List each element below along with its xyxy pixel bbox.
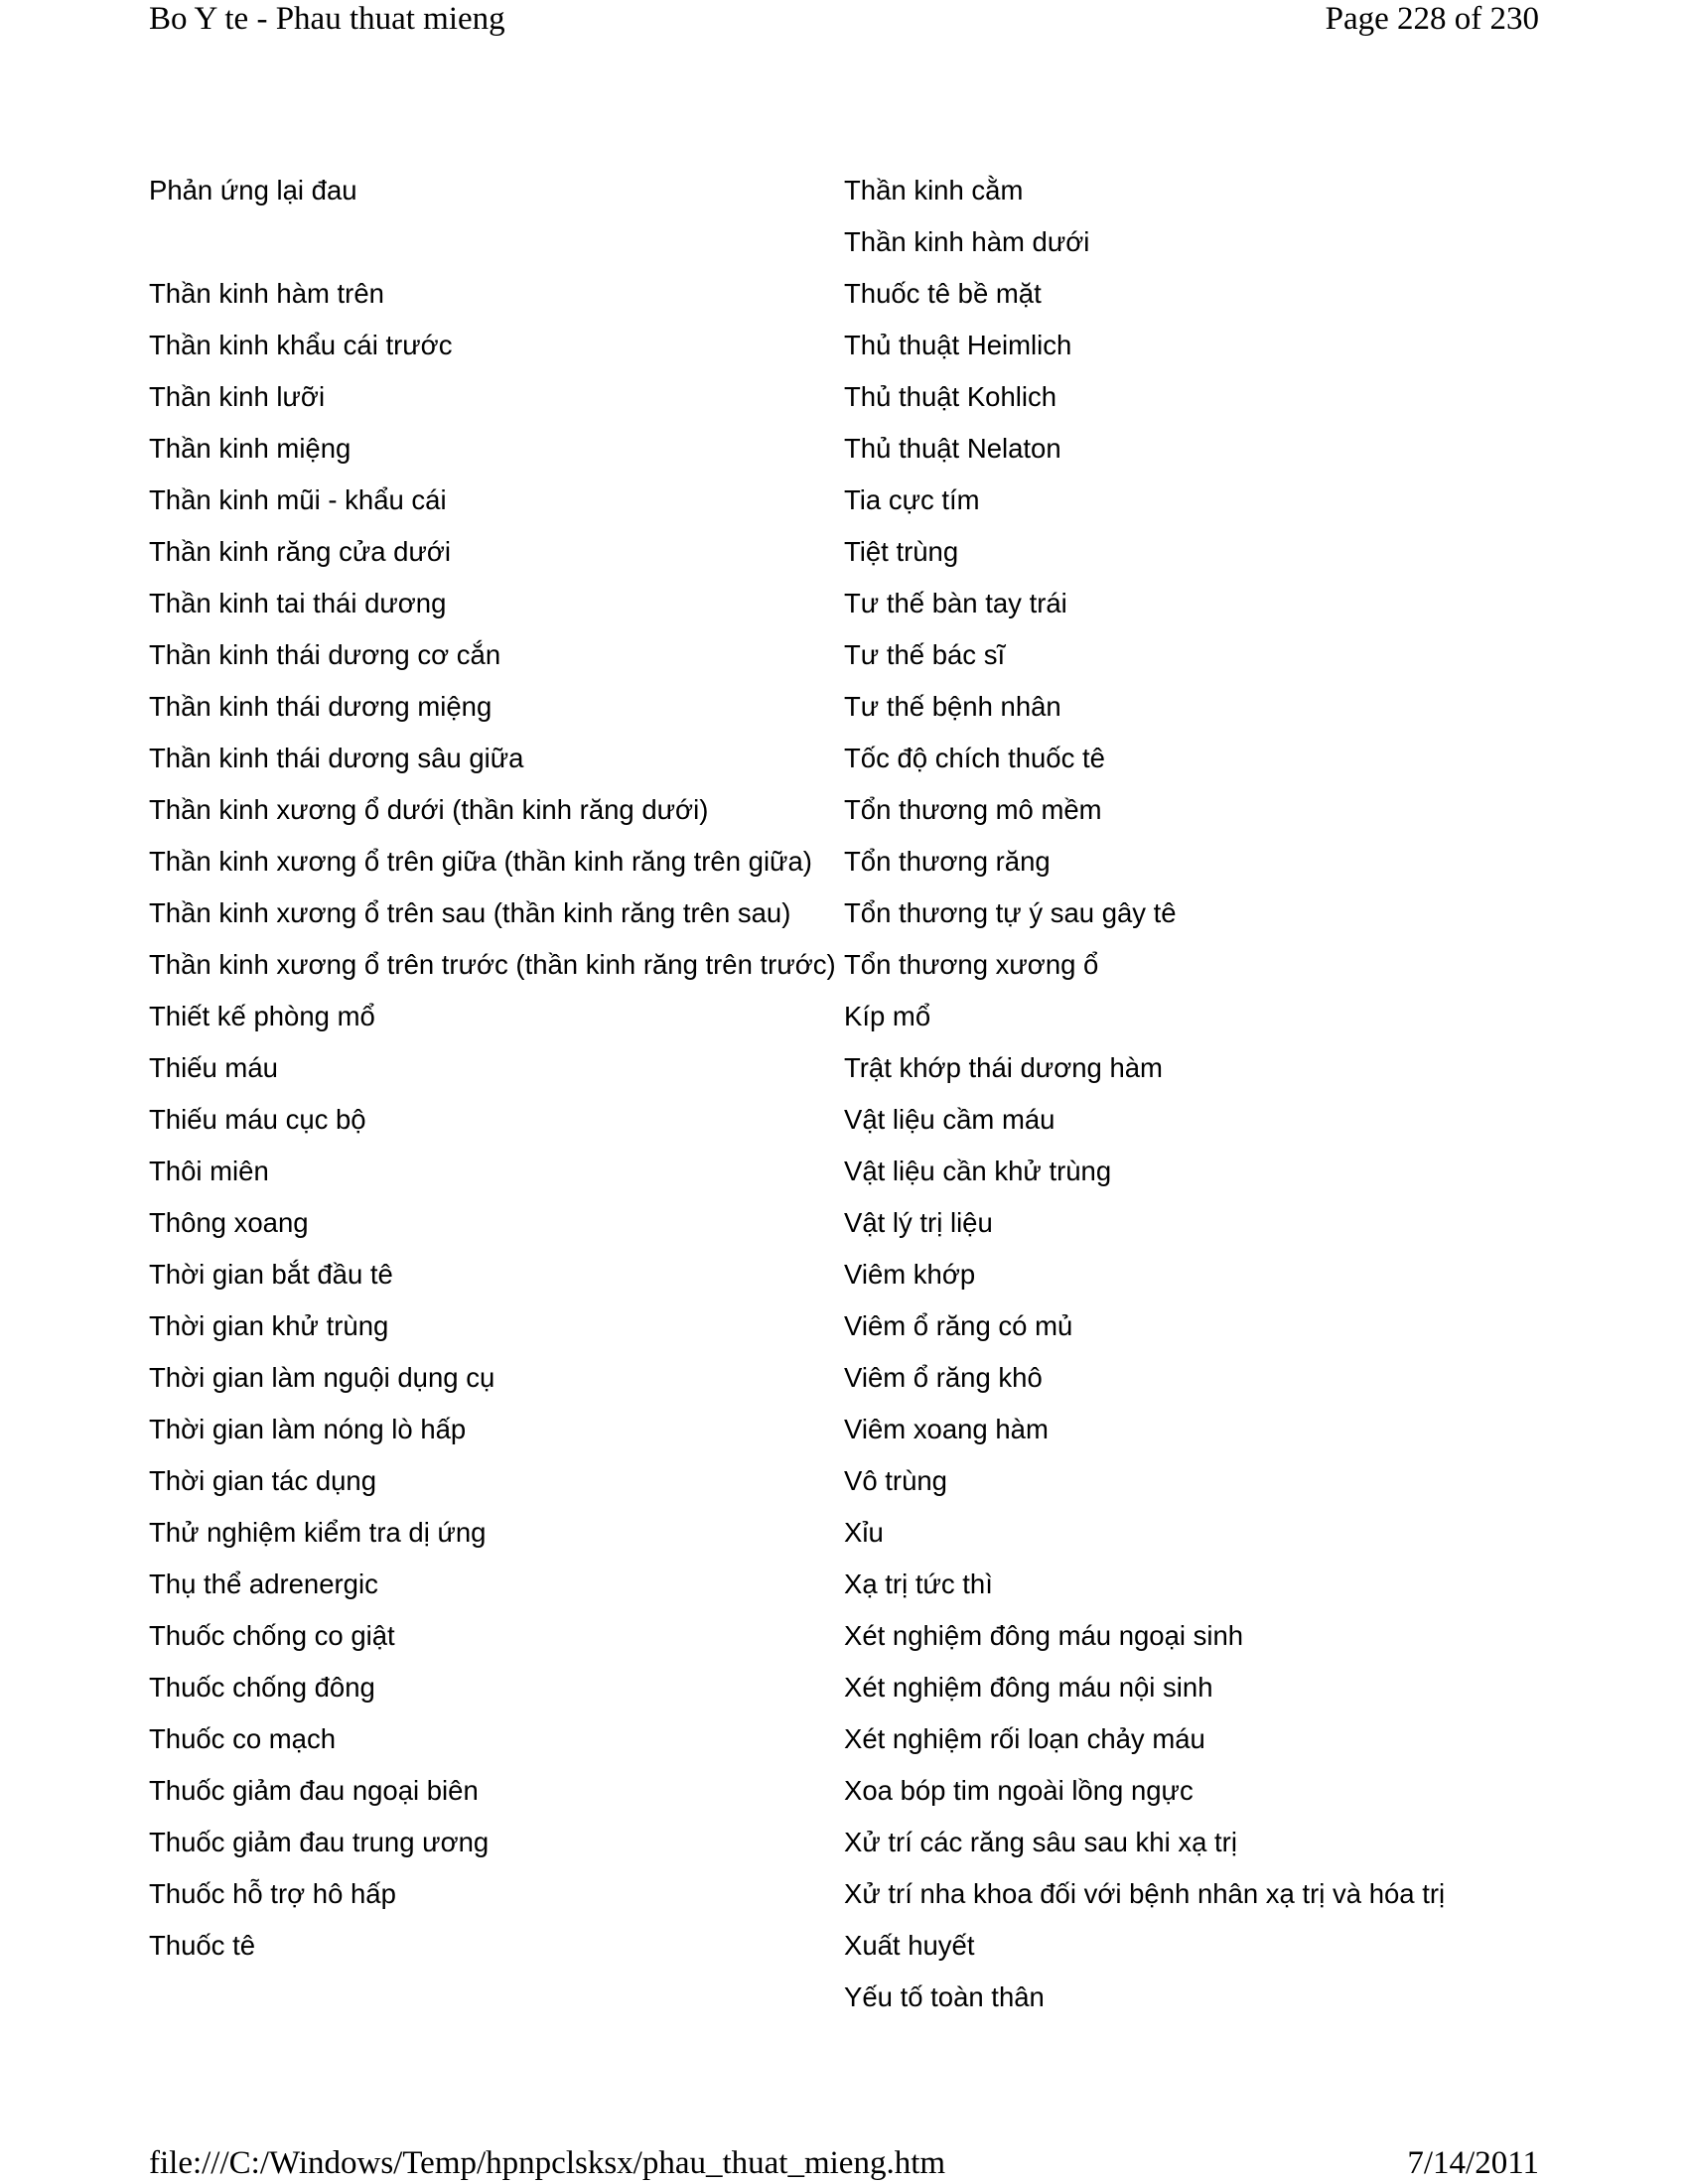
index-entry: Vật liệu cần khử trùng (844, 1156, 1112, 1186)
index-entry: Viêm ổ răng có mủ (844, 1310, 1073, 1341)
print-date: 7/14/2011 (1407, 2145, 1539, 2181)
index-entry: Tư thế bác sĩ (844, 639, 1006, 670)
index-entry: Thủ thuật Heimlich (844, 330, 1072, 360)
index-entry: Vật liệu cầm máu (844, 1104, 1055, 1135)
index-entry: Thủ thuật Nelaton (844, 433, 1061, 464)
index-entry: Thời gian khử trùng (149, 1310, 389, 1341)
index-entry: Thiếu máu (149, 1052, 278, 1083)
index-entry: Tia cực tím (844, 484, 980, 515)
index-entry: Xử trí nha khoa đối với bệnh nhân xạ trị và hóa trị (844, 1878, 1446, 1909)
index-entry: Tổn thương xương ổ (844, 949, 1099, 980)
index-entry: Viêm ổ răng khô (844, 1362, 1043, 1393)
index-entry: Thôi miên (149, 1156, 269, 1186)
index-entry: Tổn thương mô mềm (844, 794, 1102, 825)
index-entry: Thời gian tác dụng (149, 1465, 377, 1496)
index-column-right (844, 165, 1559, 2023)
index-entry: Tốc độ chích thuốc tê (844, 743, 1105, 773)
index-entry: Thủ thuật Kohlich (844, 381, 1057, 412)
index-entry: Thiếu máu cục bộ (149, 1104, 366, 1135)
index-entry: Thuốc giảm đau trung ương (149, 1827, 490, 1857)
index-entry: Thần kinh hàm dưới (844, 226, 1090, 257)
index-entry: Thần kinh thái dương miệng (149, 691, 492, 722)
index-entry: Thuốc tê (149, 1930, 256, 1961)
index-entry: Thuốc chống co giật (149, 1620, 395, 1651)
document-title: Bo Y te - Phau thuat mieng (149, 1, 505, 37)
index-entry: Thần kinh thái dương sâu giữa (149, 743, 524, 773)
index-entry: Trật khớp thái dương hàm (844, 1052, 1163, 1083)
index-entry: Kíp mổ (844, 1001, 931, 1031)
index-entry: Thần kinh răng cửa dưới (149, 536, 452, 567)
index-entry: Tiệt trùng (844, 536, 959, 567)
index-entry: Thuốc tê bề mặt (844, 278, 1042, 309)
index-column-left (149, 165, 844, 1972)
index-entry: Thụ thể adrenergic (149, 1569, 378, 1599)
index-entry: Viêm khớp (844, 1259, 976, 1290)
index-entry: Thông xoang (149, 1207, 309, 1238)
index-entry: Xạ trị tức thì (844, 1569, 993, 1599)
index-entry: Xét nghiệm rối loạn chảy máu (844, 1723, 1205, 1754)
index-entry: Xuất huyết (844, 1930, 975, 1961)
index-entry: Thuốc chống đông (149, 1672, 375, 1703)
index-entry: Thời gian làm nguội dụng cụ (149, 1362, 495, 1393)
index-entry: Thử nghiệm kiểm tra dị ứng (149, 1517, 487, 1548)
index-entry: Xét nghiệm đông máu ngoại sinh (844, 1620, 1244, 1651)
index-entry: Thần kinh miệng (149, 433, 352, 464)
index-entry: Thần kinh thái dương cơ cắn (149, 639, 501, 670)
index-entry: Thần kinh xương ổ trên giữa (thần kinh răng trên giữa) (149, 846, 812, 877)
index-entry: Thần kinh mũi - khẩu cái (149, 484, 447, 515)
index-entry: Thần kinh lưỡi (149, 381, 326, 412)
index-entry: Viêm xoang hàm (844, 1414, 1049, 1444)
file-path: file:///C:/Windows/Temp/hpnpclsksx/phau_thuat_mieng.htm (149, 2145, 946, 2181)
index-entry: Thần kinh xương ổ trên trước (thần kinh răng trên trước) (149, 949, 836, 980)
index-entry: Thuốc co mạch (149, 1723, 337, 1754)
index-entry: Vật lý trị liệu (844, 1207, 993, 1238)
index-entry (149, 216, 844, 268)
index-entry: Tổn thương tự ý sau gây tê (844, 897, 1177, 928)
index-entry: Thần kinh hàm trên (149, 278, 384, 309)
index-entry: Vô trùng (844, 1465, 947, 1496)
index-entry: Thuốc hỗ trợ hô hấp (149, 1878, 396, 1909)
index-entry: Thiết kế phòng mổ (149, 1001, 375, 1031)
index-entry: Thần kinh xương ổ trên sau (thần kinh răng trên sau) (149, 897, 791, 928)
index-entry: Xỉu (844, 1517, 884, 1548)
index-entry: Xoa bóp tim ngoài lồng ngực (844, 1775, 1194, 1806)
index-entry: Tư thế bàn tay trái (844, 588, 1067, 618)
index-entry: Tư thế bệnh nhân (844, 691, 1061, 722)
index-entry: Yếu tố toàn thân (844, 1981, 1045, 2012)
page-number: Page 228 of 230 (1325, 1, 1539, 37)
index-entry: Thuốc giảm đau ngoại biên (149, 1775, 479, 1806)
index-entry: Xét nghiệm đông máu nội sinh (844, 1672, 1213, 1703)
index-entry: Phản ứng lại đau (149, 175, 357, 205)
index-entry: Thời gian làm nóng lò hấp (149, 1414, 467, 1444)
index-entry: Thần kinh cằm (844, 175, 1024, 205)
index-entry: Xử trí các răng sâu sau khi xạ trị (844, 1827, 1237, 1857)
index-entry: Tổn thương răng (844, 846, 1051, 877)
index-entry: Thời gian bắt đầu tê (149, 1259, 393, 1290)
index-entry: Thần kinh khẩu cái trước (149, 330, 453, 360)
index-entry: Thần kinh tai thái dương (149, 588, 447, 618)
index-entry: Thần kinh xương ổ dưới (thần kinh răng dưới) (149, 794, 709, 825)
